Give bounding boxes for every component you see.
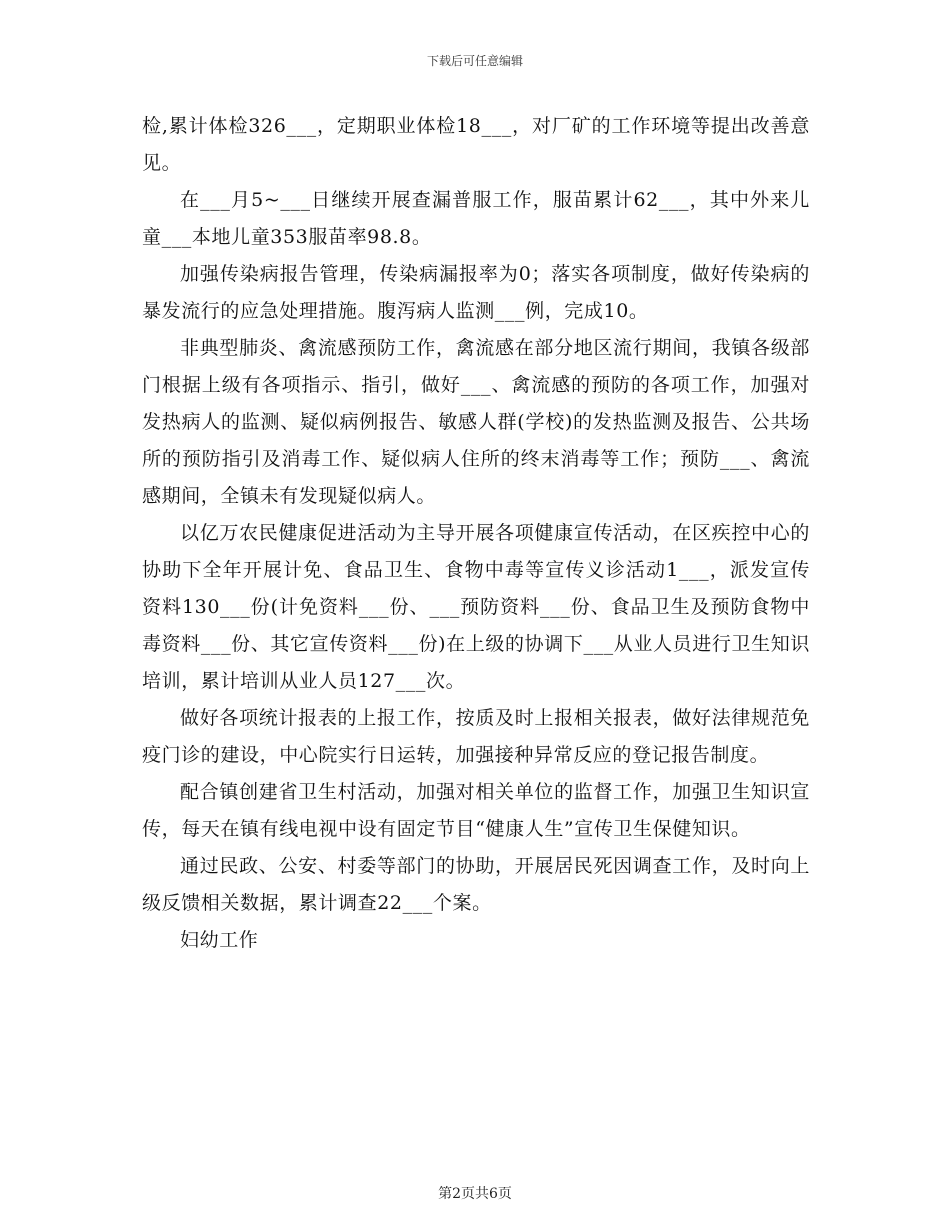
- paragraph-death-survey: 通过民政、公安、村委等部门的协助，开展居民死因调查工作，及时向上级反馈相关数据，累计调查22___个案。: [142, 855, 810, 914]
- paragraph-sanitary-village: 配合镇创建省卫生村活动，加强对相关单位的监督工作，加强卫生知识宣传，每天在镇有线电视中设有固定节目“健康人生”宣传卫生保健知识。: [142, 781, 810, 840]
- document-body: [142, 108, 810, 959]
- section-heading-maternal-child: 妇幼工作: [180, 929, 259, 951]
- paragraph-vaccination: 在___月5~___日继续开展查漏普服工作，服苗累计62___，其中外来儿童___本地儿童353服苗率98.8。: [142, 189, 810, 248]
- page-header: 下载后可任意编辑: [426, 54, 523, 68]
- paragraph-sars-avian-flu: 非典型肺炎、禽流感预防工作，禽流感在部分地区流行期间，我镇各级部门根据上级有各项指示、指引，做好___、禽流感的预防的各项工作，加强对发热病人的监测、疑似病例报告、敏感人群(学校)的发热监测及报告、公共场所的预防指引及消毒工作、疑似病人住所的终末消毒等工作；预防___、禽流感期间，全镇未有发现疑似病人。: [142, 337, 810, 507]
- paragraph-checkup: 检,累计体检326___，定期职业体检18___，对厂矿的工作环境等提出改善意见。: [142, 115, 810, 174]
- paragraph-health-promotion: 以亿万农民健康促进活动为主导开展各项健康宣传活动，在区疾控中心的协助下全年开展计免、食品卫生、食物中毒等宣传义诊活动1___，派发宣传资料130___份(计免资料___份、___预防资料___份、食品卫生及预防食物中毒资料___份、其它宣传资料___份)在上级的协调下___从业人员进行卫生知识培训，累计培训从业人员127___次。: [142, 522, 810, 692]
- page-number: 第2页共6页: [438, 1186, 512, 1202]
- paragraph-infectious-disease: 加强传染病报告管理，传染病漏报率为0；落实各项制度，做好传染病的暴发流行的应急处理措施。腹泻病人监测___例，完成10。: [142, 263, 810, 322]
- paragraph-statistics-reports: 做好各项统计报表的上报工作，按质及时上报相关报表，做好法律规范免疫门诊的建设，中心院实行日运转，加强接种异常反应的登记报告制度。: [142, 707, 810, 766]
